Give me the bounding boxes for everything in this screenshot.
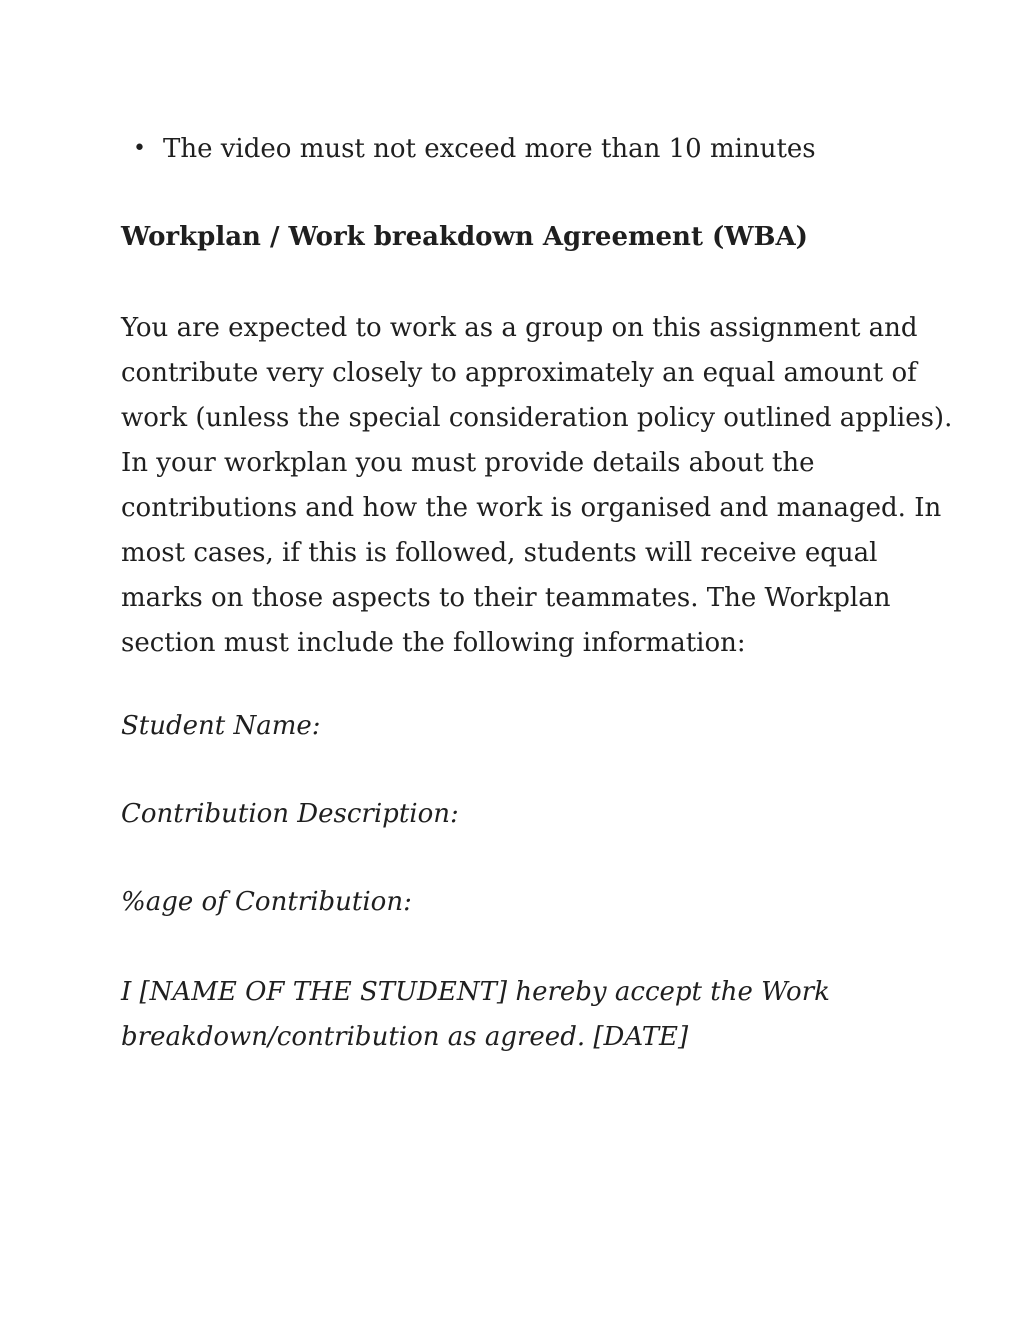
body-paragraph [121, 306, 953, 666]
contribution-description-label: Contribution Description: [121, 799, 459, 829]
student-name-label: Student Name: [121, 711, 321, 741]
bullet-icon: • [133, 136, 146, 161]
declaration-line: breakdown/contribution as agreed. [DATE] [121, 1022, 689, 1052]
paragraph-line: contributions and how the work is organised and managed. In [121, 493, 942, 523]
bullet-text: The video must not exceed more than 10 minutes [163, 134, 816, 164]
paragraph-line: most cases, if this is followed, students will receive equal [121, 538, 878, 568]
paragraph-line: work (unless the special consideration policy outlined applies). [121, 403, 953, 433]
paragraph-line: In your workplan you must provide details about the [121, 448, 815, 478]
section-heading: Workplan / Work breakdown Agreement (WBA) [121, 222, 808, 252]
paragraph-line: contribute very closely to approximately an equal amount of [121, 358, 917, 388]
declaration-statement [121, 970, 911, 1060]
contribution-percentage-label: %age of Contribution: [121, 887, 412, 917]
bullet-list [121, 130, 921, 168]
paragraph-line: section must include the following information: [121, 628, 746, 658]
declaration-line: I [NAME OF THE STUDENT] hereby accept the Work [121, 977, 830, 1007]
list-item [121, 130, 921, 168]
paragraph-line: You are expected to work as a group on this assignment and [121, 313, 918, 343]
paragraph-line: marks on those aspects to their teammates. The Workplan [121, 583, 891, 613]
